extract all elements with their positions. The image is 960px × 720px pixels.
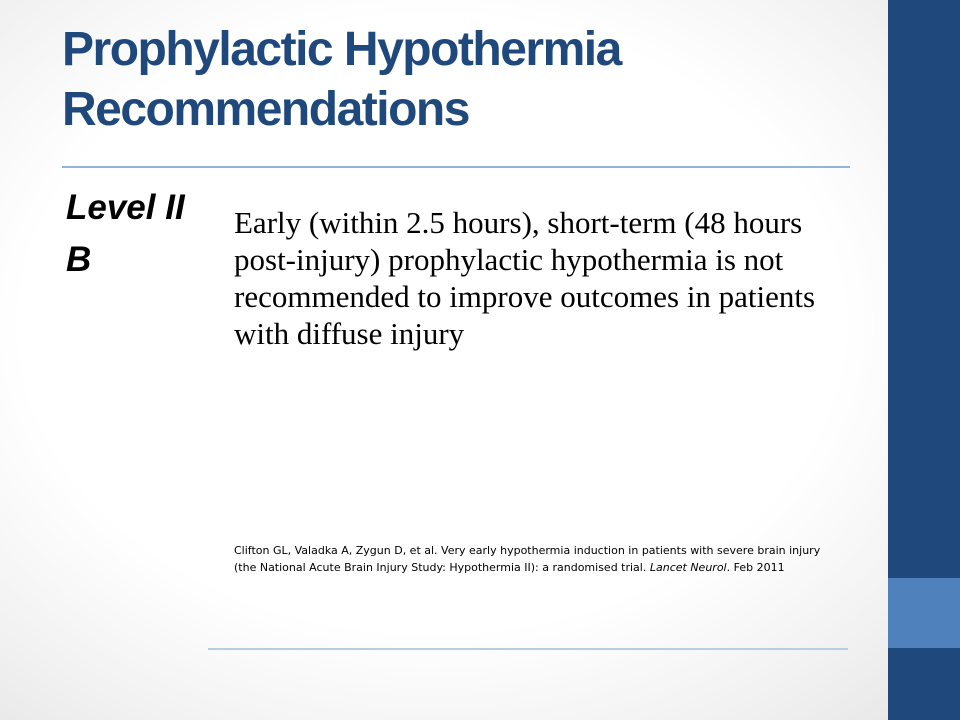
right-sidebar-accent-block	[888, 578, 960, 648]
recommendation-text: Early (within 2.5 hours), short-term (48 hours post-injury) prophylactic hypothermia is not recommended to improve outcomes in patients with diffuse injury	[234, 205, 816, 351]
title-divider	[62, 166, 850, 168]
citation	[234, 542, 824, 576]
citation-text: Clifton GL, Valadka A, Zygun D, et al. Very early hypothermia induction in patients with severe brain injury (the National Acute Brain Injury Study: Hypothermia II): a randomised trial.	[234, 544, 821, 574]
citation-journal: Lancet Neurol	[649, 561, 727, 574]
bottom-divider	[208, 648, 848, 650]
evidence-level-label: Level II B	[66, 188, 185, 279]
slide-title: Prophylactic Hypothermia Recommendations	[62, 23, 621, 136]
citation-date: . Feb 2011	[726, 561, 785, 574]
